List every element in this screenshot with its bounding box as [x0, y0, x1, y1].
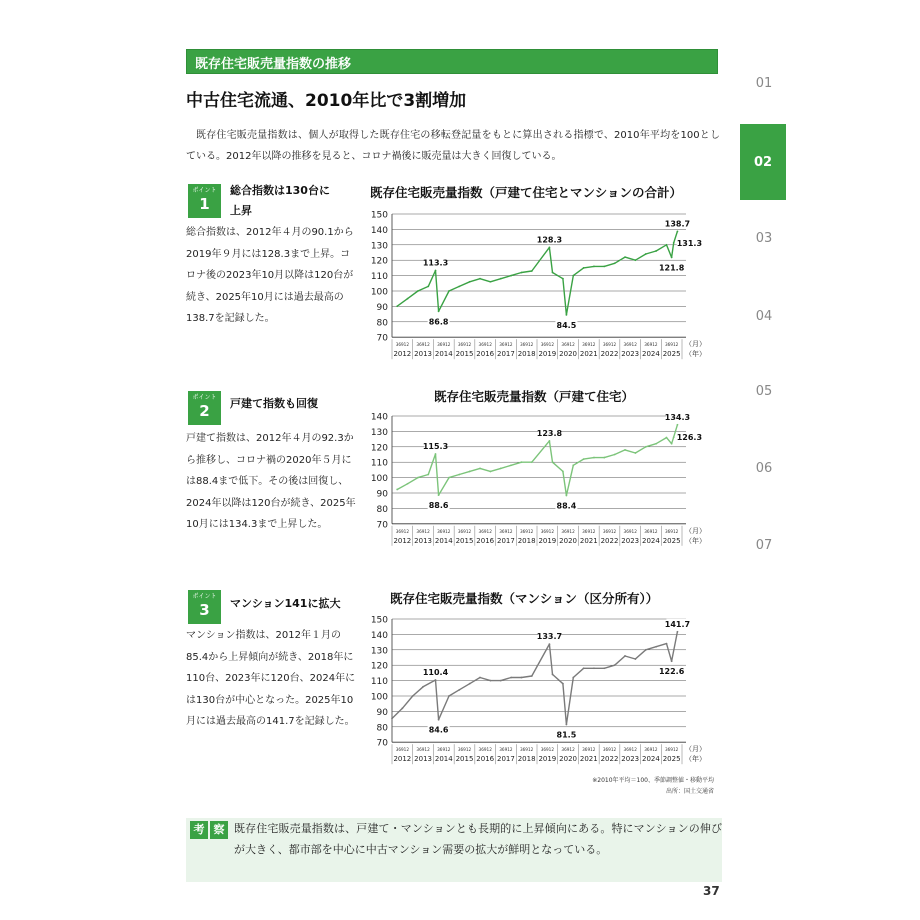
x-tick-label: 2024: [642, 350, 660, 359]
x-tick-sub: 36912: [540, 528, 555, 534]
data-point: [521, 272, 523, 274]
point-title-2: [230, 394, 318, 414]
point-badge-number: 2: [199, 402, 210, 420]
x-unit-month: （月）: [685, 745, 706, 754]
y-tick-label: 130: [370, 646, 388, 657]
nav-item-04[interactable]: 04: [755, 309, 773, 324]
data-point: [603, 265, 605, 267]
x-tick-sub: 36912: [582, 342, 596, 348]
data-point: [552, 674, 554, 676]
data-point: [396, 305, 398, 307]
chart-condo: [360, 611, 722, 773]
chart-total: [360, 206, 722, 366]
x-tick-sub: 36912: [644, 747, 658, 753]
data-label: 138.7: [664, 219, 691, 229]
y-tick-label: 100: [370, 474, 388, 485]
x-tick-label: 2022: [600, 536, 619, 545]
data-point: [531, 461, 533, 463]
data-point: [531, 675, 533, 677]
data-point: [562, 278, 564, 280]
x-tick-label: 2025: [662, 755, 681, 764]
conclusion-tag-1: 考: [190, 821, 208, 839]
x-tick-label: 2015: [455, 350, 474, 359]
point-body-3: マンション指数は、2012年１月の85.4から上昇傾向が続き、2018年に110台、2023年に120台、2024年には130台が中心となった。2025年10月には過去最高の141.7を記録した。: [186, 630, 356, 727]
nav-item-03[interactable]: 03: [755, 231, 773, 246]
data-point: [677, 231, 679, 233]
x-tick-label: 2024: [642, 755, 660, 764]
x-tick-label: 2020: [559, 350, 577, 359]
data-point: [458, 285, 460, 287]
x-tick-sub: 36912: [582, 528, 596, 534]
y-tick-label: 120: [370, 443, 388, 454]
x-tick-label: 2023: [621, 755, 640, 764]
data-label: 141.7: [664, 619, 691, 629]
point-badge-number: 3: [199, 601, 210, 619]
data-point: [407, 483, 409, 485]
data-point: [458, 474, 460, 476]
x-unit-year: （年）: [685, 755, 706, 764]
data-point: [562, 471, 564, 473]
data-label: 88.6: [428, 501, 449, 511]
x-tick-sub: 36912: [644, 528, 658, 534]
y-tick-label: 120: [370, 256, 388, 267]
x-tick-sub: 36912: [602, 747, 617, 753]
data-point: [427, 474, 429, 476]
x-tick-label: 2018: [517, 755, 536, 764]
y-tick-label: 90: [376, 302, 388, 313]
nav-item-01[interactable]: 01: [755, 76, 773, 91]
y-tick-label: 80: [376, 504, 388, 515]
x-tick-label: 2025: [662, 536, 681, 545]
x-tick-sub: 36912: [519, 747, 534, 753]
data-label: 126.3: [676, 433, 703, 443]
x-tick-sub: 36912: [395, 528, 410, 534]
y-tick-label: 130: [370, 427, 388, 438]
data-point: [593, 457, 595, 459]
x-tick-label: 2012: [393, 350, 412, 359]
data-point: [593, 265, 595, 267]
point-badge-label: ポイント: [192, 394, 217, 401]
point-badge-label: ポイント: [192, 187, 217, 194]
data-point: [489, 471, 491, 473]
data-label: 113.3: [422, 258, 449, 268]
nav-item-05[interactable]: 05: [755, 384, 773, 399]
data-point: [435, 270, 437, 272]
x-tick-sub: 36912: [478, 747, 492, 753]
y-tick-label: 150: [370, 615, 388, 626]
x-tick-label: 2016: [476, 755, 495, 764]
x-tick-sub: 36912: [395, 747, 410, 753]
x-tick-sub: 36912: [457, 747, 472, 753]
point-title-1: [230, 181, 330, 221]
nav-item-06[interactable]: 06: [755, 461, 773, 476]
point-badge-number: 1: [199, 195, 210, 213]
data-point: [469, 683, 471, 685]
x-tick-label: 2024: [642, 536, 660, 545]
data-point: [552, 461, 554, 463]
point-badge-label: ポイント: [192, 593, 217, 600]
data-point: [614, 454, 616, 456]
data-point: [396, 489, 398, 491]
data-point: [614, 664, 616, 666]
x-tick-sub: 36912: [664, 528, 679, 534]
data-point: [666, 643, 668, 645]
data-point: [479, 467, 481, 469]
data-point: [435, 453, 437, 455]
x-tick-label: 2012: [393, 536, 412, 545]
point-badge-1: [188, 184, 221, 218]
data-point: [469, 281, 471, 283]
x-tick-label: 2017: [497, 536, 515, 545]
x-tick-sub: 36912: [478, 342, 492, 348]
chart-source: 出所：国土交通省: [665, 788, 714, 795]
data-point: [677, 424, 679, 426]
data-point: [603, 457, 605, 459]
data-point: [500, 278, 502, 280]
nav-item-02[interactable]: [740, 124, 786, 200]
y-tick-label: 90: [376, 489, 388, 500]
point-title-line: マンション141に拡大: [230, 597, 341, 610]
x-tick-sub: 36912: [519, 342, 534, 348]
y-tick-label: 130: [370, 241, 388, 252]
data-point: [634, 259, 636, 261]
data-point: [407, 298, 409, 300]
y-tick-label: 110: [370, 677, 388, 688]
x-unit-year: （年）: [685, 350, 706, 359]
data-point: [673, 242, 675, 244]
y-tick-label: 80: [376, 318, 388, 329]
x-tick-label: 2022: [600, 350, 619, 359]
point-title-line: 上昇: [230, 204, 252, 217]
x-tick-sub: 36912: [664, 342, 679, 348]
x-tick-sub: 36912: [540, 342, 555, 348]
point-title-line: 戸建て指数も回復: [230, 397, 318, 410]
x-tick-label: 2013: [414, 755, 432, 764]
chart-note: ※2010年平均＝100、季節調整値・移動平均: [592, 777, 714, 784]
data-label: 81.5: [556, 730, 577, 740]
x-tick-label: 2016: [476, 350, 495, 359]
y-tick-label: 120: [370, 661, 388, 672]
data-label: 110.4: [422, 667, 449, 677]
y-tick-label: 140: [370, 630, 388, 641]
data-point: [673, 436, 675, 438]
page-title: 中古住宅流通、2010年比で3割増加: [186, 91, 467, 111]
data-label: 88.4: [556, 501, 577, 511]
x-tick-sub: 36912: [416, 342, 430, 348]
data-point: [572, 275, 574, 277]
y-tick-label: 70: [376, 738, 388, 749]
data-point: [435, 679, 437, 681]
data-point: [427, 285, 429, 287]
data-point: [549, 247, 551, 249]
data-label: 121.8: [658, 263, 685, 273]
data-point: [572, 677, 574, 679]
data-point: [417, 477, 419, 479]
x-tick-label: 2019: [538, 350, 557, 359]
data-point: [510, 464, 512, 466]
x-tick-label: 2022: [600, 755, 619, 764]
page-number: 37: [703, 884, 720, 898]
x-tick-sub: 36912: [395, 342, 410, 348]
data-point: [479, 677, 481, 679]
x-tick-sub: 36912: [437, 342, 451, 348]
x-tick-label: 2023: [621, 536, 640, 545]
data-point: [655, 443, 657, 445]
x-tick-sub: 36912: [437, 747, 451, 753]
x-tick-label: 2012: [393, 755, 412, 764]
data-point: [562, 683, 564, 685]
y-tick-label: 90: [376, 707, 388, 718]
data-point: [458, 689, 460, 691]
data-label: 128.3: [536, 235, 563, 245]
y-tick-label: 140: [370, 225, 388, 236]
x-tick-label: 2020: [559, 536, 577, 545]
data-point: [412, 695, 414, 697]
data-point: [645, 253, 647, 255]
y-tick-label: 80: [376, 723, 388, 734]
data-point: [593, 667, 595, 669]
x-tick-label: 2018: [517, 350, 536, 359]
x-tick-sub: 36912: [623, 342, 637, 348]
data-point: [448, 290, 450, 292]
x-tick-label: 2015: [455, 536, 474, 545]
data-point: [624, 449, 626, 451]
y-tick-label: 100: [370, 692, 388, 703]
data-point: [634, 452, 636, 454]
data-point: [566, 495, 568, 497]
x-tick-sub: 36912: [623, 528, 637, 534]
x-tick-sub: 36912: [519, 528, 534, 534]
data-point: [438, 719, 440, 721]
data-label: 84.6: [428, 725, 449, 735]
data-point: [500, 680, 502, 682]
data-point: [624, 655, 626, 657]
x-tick-sub: 36912: [499, 528, 513, 534]
y-tick-label: 140: [370, 412, 388, 423]
x-tick-sub: 36912: [457, 528, 472, 534]
x-tick-sub: 36912: [602, 528, 617, 534]
x-tick-label: 2014: [434, 755, 453, 764]
chart-title-2: 既存住宅販売量指数（戸建て住宅）: [434, 389, 635, 404]
nav-item-02-label: 02: [753, 154, 773, 170]
data-label: 86.8: [428, 317, 449, 327]
data-point: [666, 244, 668, 246]
x-tick-label: 2017: [497, 350, 515, 359]
x-tick-label: 2013: [414, 536, 432, 545]
x-tick-label: 2014: [434, 350, 453, 359]
chart-detached: [360, 408, 722, 570]
data-point: [448, 695, 450, 697]
data-point: [510, 275, 512, 277]
point-title-3: [230, 594, 340, 614]
x-tick-sub: 36912: [499, 747, 513, 753]
x-tick-sub: 36912: [561, 528, 575, 534]
data-point: [521, 461, 523, 463]
x-tick-label: 2023: [621, 350, 640, 359]
data-point: [583, 667, 585, 669]
x-tick-label: 2025: [662, 350, 681, 359]
data-point: [469, 471, 471, 473]
data-point: [655, 646, 657, 648]
data-point: [479, 278, 481, 280]
x-tick-label: 2020: [559, 755, 577, 764]
x-tick-sub: 36912: [416, 747, 430, 753]
x-tick-label: 2019: [538, 755, 557, 764]
data-point: [566, 724, 568, 726]
data-point: [671, 660, 673, 662]
section-header: [186, 49, 718, 74]
x-tick-sub: 36912: [644, 342, 658, 348]
x-tick-sub: 36912: [416, 528, 430, 534]
x-tick-label: 2021: [579, 350, 598, 359]
data-label: 133.7: [536, 632, 563, 642]
x-tick-sub: 36912: [437, 528, 451, 534]
point-badge-3: [188, 590, 221, 624]
point-title-line: 総合指数は130台に: [230, 184, 330, 197]
x-tick-sub: 36912: [602, 342, 617, 348]
data-point: [521, 677, 523, 679]
data-point: [666, 437, 668, 439]
data-point: [634, 658, 636, 660]
y-tick-label: 70: [376, 333, 388, 344]
data-label: 84.5: [556, 320, 577, 330]
point-body-2: 戸建て指数は、2012年４月の92.3から推移し、コロナ禍の2020年５月には88.4まで低下。その後は回復し、2024年以降は120台が続き、2025年10月には134.3まで上昇した。: [186, 433, 356, 530]
data-point: [401, 707, 403, 709]
data-point: [677, 631, 679, 633]
intro-text: 既存住宅販売量指数は、個人が取得した既存住宅の移転登記量をもとに算出される指標で、2010年平均を100としている。2012年以降の推移を見ると、コロナ禍後に販売量は大きく回復している。: [186, 130, 720, 162]
series-line: [392, 632, 677, 725]
data-point: [572, 464, 574, 466]
data-point: [417, 290, 419, 292]
x-tick-sub: 36912: [561, 342, 575, 348]
data-point: [438, 494, 440, 496]
x-tick-sub: 36912: [561, 747, 575, 753]
y-tick-label: 150: [370, 210, 388, 221]
chart-title-1: 既存住宅販売量指数（戸建て住宅とマンションの合計）: [370, 185, 682, 200]
x-tick-label: 2021: [579, 755, 598, 764]
x-unit-month: （月）: [685, 340, 706, 349]
x-tick-sub: 36912: [664, 747, 679, 753]
data-point: [489, 281, 491, 283]
x-tick-label: 2018: [517, 536, 536, 545]
nav-item-07[interactable]: 07: [755, 538, 773, 553]
chart-title-3: 既存住宅販売量指数（マンション（区分所有））: [390, 591, 659, 606]
data-point: [583, 458, 585, 460]
data-point: [438, 310, 440, 312]
conclusion-tag-2: 察: [210, 821, 228, 839]
x-tick-label: 2017: [497, 755, 515, 764]
x-tick-label: 2021: [579, 536, 598, 545]
data-point: [566, 314, 568, 316]
y-tick-label: 110: [370, 458, 388, 469]
data-label: 115.3: [422, 442, 449, 452]
data-point: [671, 443, 673, 445]
point-badge-2: [188, 391, 221, 425]
data-point: [552, 272, 554, 274]
data-point: [614, 262, 616, 264]
x-tick-sub: 36912: [478, 528, 492, 534]
data-point: [510, 677, 512, 679]
y-tick-label: 110: [370, 272, 388, 283]
section-header-title: 既存住宅販売量指数の推移: [195, 57, 352, 72]
data-label: 134.3: [664, 412, 691, 422]
x-tick-sub: 36912: [582, 747, 596, 753]
x-tick-sub: 36912: [457, 342, 472, 348]
data-label: 123.8: [536, 428, 563, 438]
y-tick-label: 100: [370, 287, 388, 298]
x-tick-sub: 36912: [499, 342, 513, 348]
x-unit-year: （年）: [685, 536, 706, 545]
x-tick-label: 2014: [434, 536, 453, 545]
conclusion-text: 既存住宅販売量指数は、戸建て・マンションとも長期的に上昇傾向にある。特にマンションの伸びが大きく、都市部を中心に中古マンション需要の拡大が鮮明となっている。: [234, 822, 722, 856]
data-point: [391, 718, 393, 720]
data-point: [489, 680, 491, 682]
data-label: 131.3: [676, 238, 703, 248]
x-tick-sub: 36912: [623, 747, 637, 753]
data-point: [448, 477, 450, 479]
y-tick-label: 70: [376, 520, 388, 531]
data-point: [655, 250, 657, 252]
data-point: [671, 257, 673, 259]
x-tick-label: 2016: [476, 536, 495, 545]
x-tick-label: 2013: [414, 350, 432, 359]
x-tick-sub: 36912: [540, 747, 555, 753]
x-tick-label: 2015: [455, 755, 474, 764]
data-point: [624, 256, 626, 258]
data-label: 122.6: [658, 667, 685, 677]
data-point: [549, 440, 551, 442]
data-point: [500, 467, 502, 469]
data-point: [531, 270, 533, 272]
x-tick-label: 2019: [538, 536, 557, 545]
data-point: [549, 643, 551, 645]
data-point: [645, 446, 647, 448]
data-point: [645, 649, 647, 651]
data-point: [603, 667, 605, 669]
x-unit-month: （月）: [685, 526, 706, 535]
point-body-1: 総合指数は、2012年４月の90.1から2019年９月には128.3まで上昇。コロナ後の2023年10月以降は120台が続き、2025年10月には過去最高の138.7を記録した。: [186, 227, 354, 324]
data-point: [422, 686, 424, 688]
data-point: [583, 267, 585, 269]
